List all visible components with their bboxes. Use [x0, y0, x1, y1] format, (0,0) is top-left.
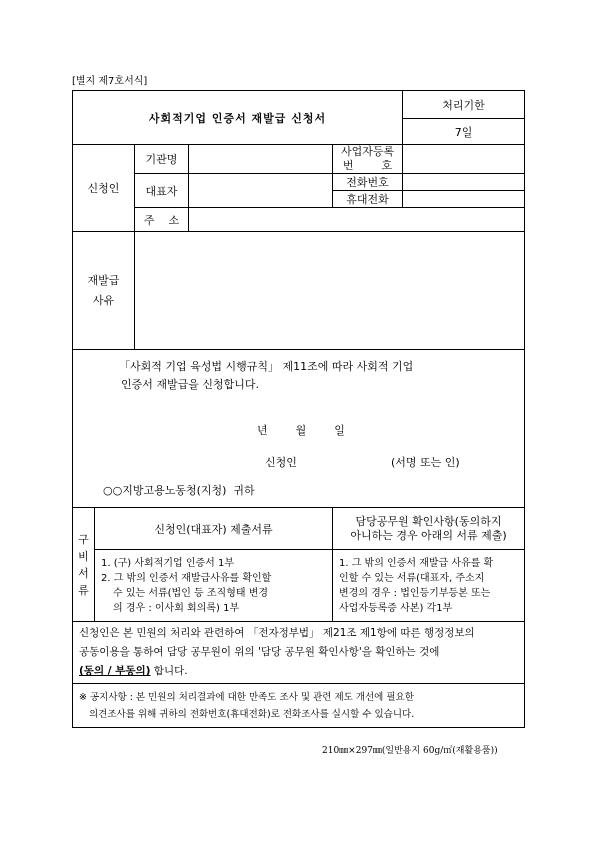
- addressee: ○○지방고용노동청(지청) 귀하: [103, 484, 255, 497]
- phone-label: 전화번호: [333, 174, 403, 191]
- address-label: 주 소: [135, 208, 189, 232]
- official-header-line2: 아니하는 경우 아래의 서류 제출): [350, 528, 507, 542]
- address-field[interactable]: [189, 208, 525, 232]
- consent-line3: [79, 662, 518, 681]
- application-form-table: [72, 90, 525, 728]
- official-doc-item-d: 사업자등록증 사본) 각1부: [339, 603, 453, 614]
- biz-reg-number-label: [333, 145, 403, 174]
- required-docs-label: 구비서류: [73, 508, 95, 622]
- signer-label: 신청인: [265, 456, 297, 469]
- applicant-doc-item-2b: 수 있는 서류(법인 등 조직형태 변경: [113, 588, 269, 599]
- reissue-label-line2: 사유: [92, 293, 115, 307]
- applicant-doc-item-2a: 2. 그 밖의 인증서 재발급사유를 확인할: [101, 573, 272, 584]
- declaration-block: [73, 350, 525, 508]
- form-title: 사회적기업 인증서 재발급 신청서: [73, 91, 403, 145]
- paper-spec-footer: 210㎜×297㎜(일반용지 60g/㎡(재활용품)): [322, 746, 498, 756]
- representative-field[interactable]: [189, 174, 333, 208]
- biz-reg-label-line1: 사업자등록: [340, 145, 395, 158]
- notice-line1: ※ 공지사항 : 본 민원의 처리결과에 대한 만족도 조사 및 관련 제도 개선에 필요한: [79, 691, 414, 703]
- official-doc-item-c: 변경의 경우 : 법인등기부등본 또는: [339, 588, 491, 599]
- consent-line1: 신청인은 본 민원의 처리와 관련하여 「전자정부법」 제21조 제1항에 따른 행정정보의: [79, 627, 475, 639]
- org-name-label: 기관명: [135, 145, 189, 174]
- applicant-docs-header: 신청인(대표자) 제출서류: [95, 508, 333, 550]
- official-header-line1: 담당공무원 확인사항(동의하지: [355, 514, 502, 528]
- official-doc-item-b: 인할 수 있는 서류(대표자, 주소지: [339, 573, 485, 584]
- biz-reg-number-field[interactable]: [403, 145, 525, 174]
- official-check-header: [333, 508, 525, 550]
- mobile-label: 휴대전화: [333, 191, 403, 208]
- notice-block: [73, 684, 525, 728]
- application-date: 년 월 일: [257, 424, 345, 437]
- org-name-field[interactable]: [189, 145, 333, 174]
- consent-end: 합니다.: [150, 665, 188, 677]
- declaration-line2: 인증서 재발급을 신청합니다.: [121, 378, 260, 391]
- applicant-doc-item-1: 1. (구) 사회적기업 인증서 1부: [101, 558, 235, 569]
- signature-note: (서명 또는 인): [391, 456, 460, 469]
- consent-choice[interactable]: (동의 / 부동의): [79, 665, 151, 677]
- mobile-field[interactable]: [403, 191, 525, 208]
- phone-field[interactable]: [403, 174, 525, 191]
- official-doc-item-a: 1. 그 밖의 인증서 재발급 사유를 확: [339, 558, 494, 569]
- processing-period-value: 7일: [403, 119, 525, 145]
- official-docs-list: [333, 550, 525, 622]
- biz-reg-label-line2: 번 호: [342, 159, 393, 172]
- applicant-section-label: 신청인: [73, 145, 135, 232]
- declaration-line1: 「사회적 기업 육성법 시행규칙」 제11조에 따라 사회적 기업: [119, 360, 414, 373]
- representative-label: 대표자: [135, 174, 189, 208]
- processing-period-label: 처리기한: [403, 91, 525, 119]
- reissue-label-line1: 재발급: [87, 273, 120, 287]
- consent-line2: 공동이용을 통하여 담당 공무원이 위의 '담당 공무원 확인사항'을 확인하는 것에: [79, 646, 440, 658]
- reissue-reason-field[interactable]: [135, 232, 525, 350]
- consent-block: [73, 622, 525, 684]
- reissue-reason-label: [73, 232, 135, 350]
- applicant-docs-list: [95, 550, 333, 622]
- notice-line2: 의견조사를 위해 귀하의 전화번호(휴대전화)로 전화조사를 실시할 수 있습니다.: [89, 708, 415, 720]
- applicant-doc-item-2c: 의 경우 : 이사회 회의록) 1부: [113, 603, 240, 614]
- form-number-label: [별지 제7호서식]: [72, 76, 148, 87]
